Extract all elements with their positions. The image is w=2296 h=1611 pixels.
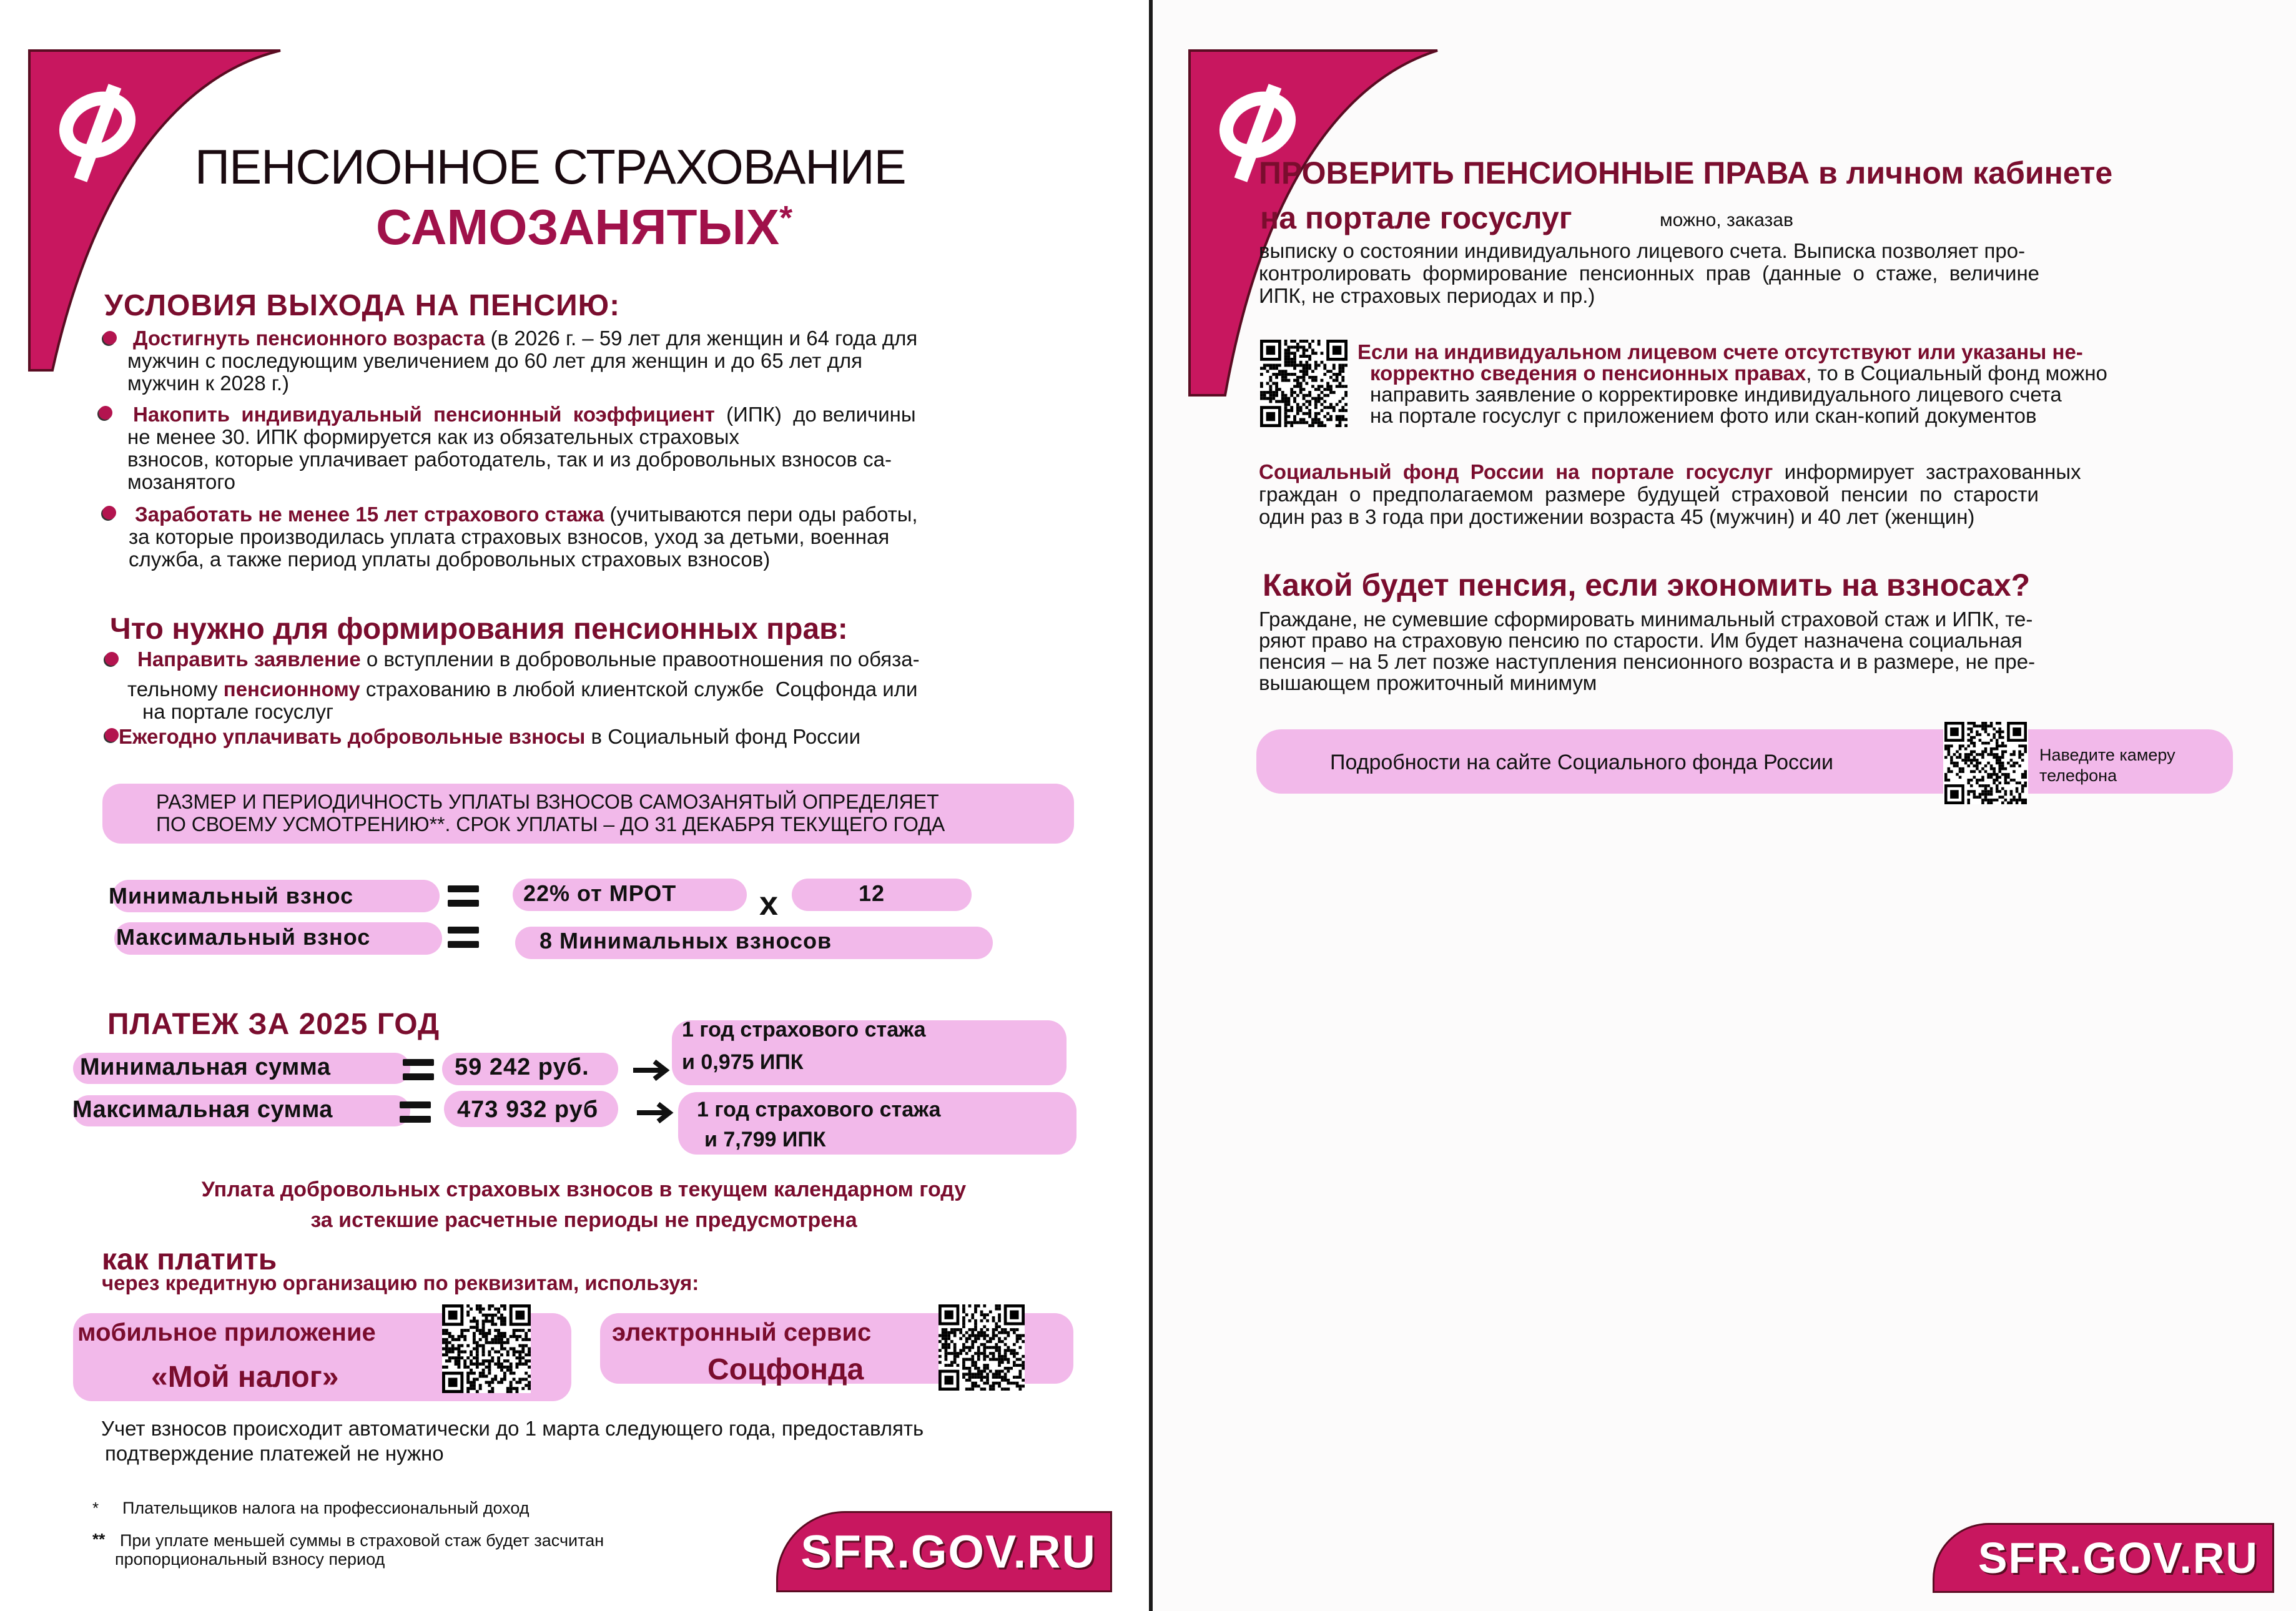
pay-option-mobile-name: «Мой налог» bbox=[151, 1361, 339, 1394]
title-word: САМОЗАНЯТЫХ bbox=[376, 199, 780, 255]
corner-logo-panel bbox=[27, 49, 290, 373]
voluntary-notice-line: за истекшие расчетные периоды не предусмотрена bbox=[310, 1208, 857, 1232]
bullet-icon bbox=[105, 728, 119, 742]
rights-item-2-text: в Социальный фонд России bbox=[585, 725, 861, 748]
condition-item-2-text: (ИПК) до величины bbox=[714, 403, 916, 426]
check-rights-heading-caps: ПРОВЕРИТЬ ПЕНСИОННЫЕ ПРАВА bbox=[1259, 155, 1810, 190]
min-contribution-value: 22% от МРОТ bbox=[523, 880, 677, 906]
conditions-heading: УСЛОВИЯ ВЫХОДА НА ПЕНСИЮ: bbox=[104, 289, 621, 322]
question-heading: Какой будет пенсия, если экономить на взносах? bbox=[1263, 568, 2031, 603]
equals-icon bbox=[400, 1101, 438, 1123]
pay-option-web-label: электронный сервис bbox=[612, 1319, 872, 1346]
equals-icon bbox=[448, 927, 479, 948]
sfr-info-line: граждан о предполагаемом размере будущей страховой пенсии по старости bbox=[1259, 483, 2039, 506]
qr-code-icon[interactable] bbox=[442, 1304, 531, 1393]
footnote-2: пропорциональный взносу период bbox=[115, 1550, 385, 1569]
how-to-pay-heading: как платить bbox=[102, 1243, 277, 1276]
rights-item-1 bbox=[137, 648, 920, 671]
condition-item-1 bbox=[133, 327, 917, 350]
notice-box-line: ПО СВОЕМУ УСМОТРЕНИЮ**. СРОК УПЛАТЫ – ДО 31 ДЕКАБРЯ ТЕКУЩЕГО ГОДА bbox=[156, 813, 945, 835]
condition-item-2-title: Накопить индивидуальный пенсионный коэффициент bbox=[133, 403, 715, 426]
min-result-line: и 0,975 ИПК bbox=[682, 1050, 804, 1074]
correction-paragraph-title: Если на индивидуальном лицевом счете отсутствуют или указаны не- bbox=[1357, 340, 2083, 363]
site-link-text[interactable]: SFR.GOV.RU bbox=[1978, 1534, 2259, 1582]
rights-item-2-title: Ежегодно уплачивать добровольные взносы bbox=[119, 725, 586, 748]
auto-accounting-note: подтверждение платежей не нужно bbox=[105, 1442, 444, 1465]
max-contribution-value: 8 Минимальных взносов bbox=[540, 928, 832, 953]
multiply-icon: x bbox=[759, 885, 779, 922]
min-result-line: 1 год страхового стажа bbox=[682, 1018, 926, 1042]
footnote-2: При уплате меньшей суммы в страховой стаж будет засчитан bbox=[120, 1531, 604, 1550]
max-sum-amount: 473 932 руб bbox=[457, 1096, 599, 1123]
qr-code-icon[interactable] bbox=[1260, 340, 1348, 427]
min-sum-amount: 59 242 руб. bbox=[455, 1054, 589, 1080]
rights-item-1-line2 bbox=[127, 678, 917, 701]
statement-paragraph-line: ИПК, не страховых периодах и пр.) bbox=[1259, 284, 1595, 307]
site-link-badge[interactable] bbox=[1933, 1523, 2274, 1593]
qr-code-icon[interactable] bbox=[1943, 722, 2028, 804]
sfr-info-paragraph bbox=[1259, 461, 2081, 483]
rights-item-1-title: Направить заявление bbox=[137, 648, 361, 671]
check-rights-heading bbox=[1259, 155, 2112, 191]
site-link-text[interactable]: SFR.GOV.RU bbox=[801, 1525, 1096, 1578]
footnote-1: Плательщиков налога на профессиональный доход bbox=[122, 1499, 530, 1517]
sfr-info-text: информирует застрахованных bbox=[1773, 460, 2081, 483]
question-paragraph-line: ряют право на страховую пенсию по старости. Им будет назначена социальная bbox=[1259, 629, 2023, 652]
pay-option-web-name: Соцфонда bbox=[707, 1353, 864, 1386]
correction-paragraph-text: , то в Социальный фонд можно bbox=[1806, 362, 2107, 385]
how-to-pay-subheading: через кредитную организацию по реквизитам, используя: bbox=[102, 1271, 699, 1294]
equals-icon bbox=[448, 885, 479, 907]
condition-item-2 bbox=[133, 403, 916, 426]
rights-item-1-line3: на портале госуслуг bbox=[142, 700, 334, 723]
sfr-info-title: Социальный фонд России на портале госуслуг bbox=[1259, 460, 1773, 483]
condition-item-3 bbox=[135, 503, 918, 526]
equals-icon bbox=[403, 1059, 438, 1080]
bullet-icon bbox=[105, 652, 119, 666]
arrow-right-icon bbox=[631, 1058, 672, 1083]
details-banner-text[interactable]: Подробности на сайте Социального фонда России bbox=[1330, 751, 1834, 774]
max-contribution-label: Максимальный взнос bbox=[116, 924, 371, 950]
qr-hint-line: телефона bbox=[2039, 766, 2117, 785]
bullet-icon bbox=[99, 406, 112, 420]
notice-box-line: РАЗМЕР И ПЕРИОДИЧНОСТЬ УПЛАТЫ ВЗНОСОВ САМОЗАНЯТЫЙ ОПРЕДЕЛЯЕТ bbox=[156, 791, 939, 813]
rights-text: страхованию в любой клиентской службе Соцфонда или bbox=[360, 677, 918, 701]
payment-heading: ПЛАТЕЖ ЗА 2025 ГОД bbox=[107, 1008, 440, 1041]
rights-emphasis: пенсионному bbox=[223, 677, 360, 701]
condition-item-3-title: Заработать не менее 15 лет страхового стажа bbox=[135, 503, 604, 526]
condition-item-2-line: мозанятого bbox=[127, 470, 236, 493]
min-contribution-label: Минимальный взнос bbox=[109, 883, 354, 909]
sfr-info-line: один раз в 3 года при достижении возраста 45 (мужчин) и 40 лет (женщин) bbox=[1259, 505, 1975, 528]
condition-item-1-title: Достигнуть пенсионного возраста bbox=[133, 327, 485, 350]
rights-item-2 bbox=[119, 726, 860, 748]
condition-item-2-line: взносов, которые уплачивает работодатель, так и из добровольных взносов са- bbox=[127, 448, 892, 471]
page-title-emphasis bbox=[376, 199, 792, 256]
rights-item-1-text: о вступлении в добровольные правоотношения по обяза- bbox=[360, 648, 920, 671]
condition-item-1-text: (в 2026 г. – 59 лет для женщин и 64 года для bbox=[485, 327, 918, 350]
footnote-mark: * bbox=[92, 1499, 99, 1517]
max-sum-label: Максимальная сумма bbox=[72, 1096, 333, 1123]
auto-accounting-note: Учет взносов происходит автоматически до 1 марта следующего года, предоставлять bbox=[101, 1417, 924, 1440]
footnote-mark: ** bbox=[92, 1530, 106, 1549]
condition-item-3-line: за которые производилась уплата страховых взносов, уход за детьми, военная bbox=[129, 525, 890, 548]
voluntary-notice-line: Уплата добровольных страховых взносов в текущем календарном году bbox=[201, 1178, 967, 1201]
condition-item-2-line: не менее 30. ИПК формируется как из обязательных страховых bbox=[127, 425, 740, 448]
question-paragraph-line: вышающем прожиточный минимум bbox=[1259, 671, 1597, 694]
title-asterisk: * bbox=[779, 199, 793, 237]
arrow-right-icon bbox=[634, 1100, 676, 1125]
correction-paragraph-line: направить заявление о корректировке индивидуального лицевого счета bbox=[1370, 383, 2062, 406]
right-page bbox=[1153, 0, 2296, 1611]
qr-code-icon[interactable] bbox=[939, 1304, 1025, 1391]
question-paragraph-line: пенсия – на 5 лет позже наступления пенсионного возраста и в размере, не пре- bbox=[1259, 650, 2036, 673]
bullet-icon bbox=[103, 331, 117, 345]
max-result-line: 1 год страхового стажа bbox=[697, 1098, 941, 1121]
statement-paragraph-line: контролировать формирование пенсионных прав (данные о стаже, величине bbox=[1259, 262, 2040, 285]
condition-item-1-line: мужчин с последующим увеличением до 60 лет для женщин и до 65 лет для bbox=[127, 349, 862, 372]
max-result-line: и 7,799 ИПК bbox=[704, 1128, 826, 1151]
condition-item-1-line: мужчин к 2028 г.) bbox=[127, 372, 290, 395]
bullet-icon bbox=[102, 506, 116, 520]
correction-paragraph-title: корректно сведения о пенсионных правах bbox=[1370, 362, 1806, 385]
statement-paragraph-line: выписку о состоянии индивидуального лицевого счета. Выписка позволяет про- bbox=[1259, 239, 2026, 262]
page-title: ПЕНСИОННОЕ СТРАХОВАНИЕ bbox=[195, 139, 906, 194]
question-paragraph-line: Граждане, не сумевшие сформировать минимальный страховой стаж и ИПК, те- bbox=[1259, 608, 2033, 631]
min-sum-label: Минимальная сумма bbox=[80, 1054, 331, 1080]
rights-text: тельному bbox=[127, 677, 224, 701]
condition-item-3-line: служба, а также период уплаты добровольных страховых взносов) bbox=[129, 548, 771, 571]
check-rights-heading-tail: можно, заказав bbox=[1660, 210, 1793, 230]
rights-heading: Что нужно для формирования пенсионных прав: bbox=[110, 613, 848, 646]
condition-item-3-text: (учитываются пери оды работы, bbox=[604, 503, 918, 526]
multiplier-value: 12 bbox=[859, 880, 885, 906]
correction-paragraph-line bbox=[1370, 362, 2107, 385]
correction-paragraph-line: на портале госуслуг с приложением фото или скан-копий документов bbox=[1370, 404, 2037, 427]
pay-option-mobile-label: мобильное приложение bbox=[77, 1319, 376, 1346]
check-rights-heading-line2: на портале госуслуг bbox=[1260, 200, 1572, 235]
site-link-badge[interactable] bbox=[776, 1511, 1112, 1592]
check-rights-heading-rest: в личном кабинете bbox=[1810, 155, 2113, 190]
qr-hint-line: Наведите камеру bbox=[2039, 746, 2175, 764]
